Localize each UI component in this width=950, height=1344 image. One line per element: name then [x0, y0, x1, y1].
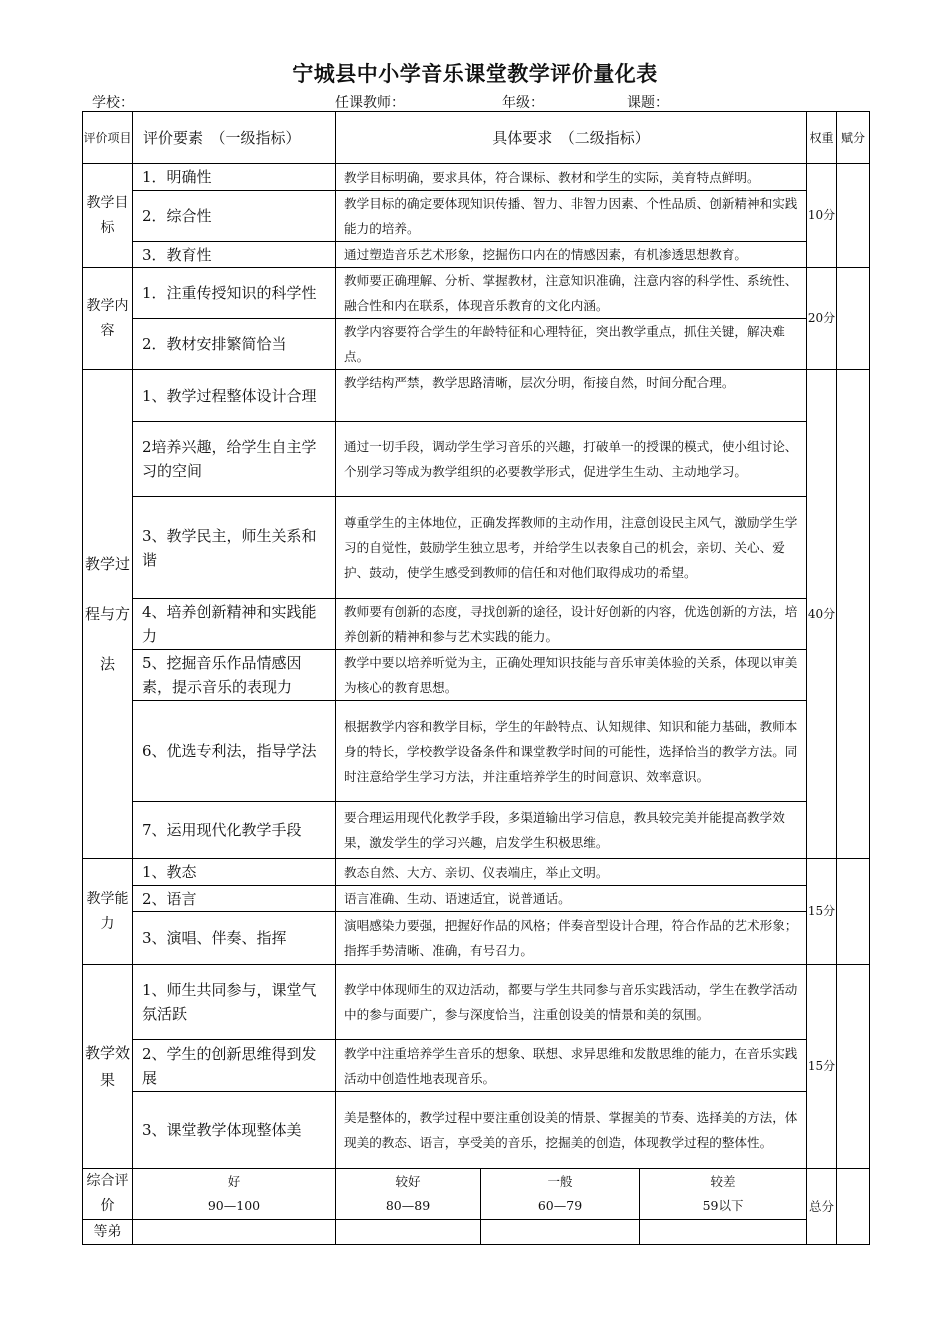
table-row	[83, 164, 870, 191]
form-meta	[82, 90, 868, 112]
table-row	[83, 191, 870, 242]
total-label: 总分	[807, 1169, 837, 1245]
requirement-cell: 演唱感染力要强，把握好作品的风格；伴奏音型设计合理，符合作品的艺术形象；指挥手势清晰、准确，有号召力。	[336, 912, 807, 965]
indicator-cell: 6、优选专利法，指导学法	[133, 701, 336, 802]
grade-level	[481, 1169, 640, 1220]
table-row	[83, 242, 870, 268]
requirement-cell: 教师要正确理解、分析、掌握教材，注意知识准确，注意内容的科学性、系统性、融合性和内在联系，体现音乐教育的文化内涵。	[336, 268, 807, 319]
requirement-cell: 教师要有创新的态度，寻找创新的途径，设计好创新的内容，优选创新的方法，培养创新的精神和参与艺术实践的能力。	[336, 599, 807, 650]
score-input-cell[interactable]	[837, 859, 870, 965]
indicator-cell: 2．教材安排繁简恰当	[133, 319, 336, 370]
indicator-cell: 1、师生共同参与，课堂气氛活跃	[133, 965, 336, 1040]
rank-label: 等弟	[83, 1220, 133, 1245]
table-row	[83, 497, 870, 599]
indicator-cell: 1．明确性	[133, 164, 336, 191]
score-input-cell[interactable]	[837, 965, 870, 1169]
requirement-cell: 教学中注重培养学生音乐的想象、联想、求异思维和发散思维的能力，在音乐实践活动中创造性地表现音乐。	[336, 1040, 807, 1092]
indicator-cell: 1、教学过程整体设计合理	[133, 370, 336, 422]
page-title: 宁城县中小学音乐课堂教学评价量化表	[292, 62, 658, 86]
table-row	[83, 802, 870, 859]
grade-level	[133, 1169, 336, 1220]
header-weight: 权重	[807, 112, 837, 164]
indicator-cell: 7、运用现代化教学手段	[133, 802, 336, 859]
requirement-cell: 教学结构严禁，教学思路清晰，层次分明，衔接自然，时间分配合理。	[336, 370, 807, 422]
requirement-cell: 美是整体的，教学过程中要注重创设美的情景、掌握美的节奏、选择美的方法，体现美的教态、语言，享受美的音乐，挖掘美的创造，体现教学过程的整体性。	[336, 1092, 807, 1169]
evaluation-table	[82, 111, 870, 1245]
indicator-cell: 2培养兴趣，给学生自主学习的空间	[133, 422, 336, 497]
requirement-cell: 教学中体现师生的双边活动，都要与学生共同参与音乐实践活动，学生在教学活动中的参与面要广，参与深度恰当，注重创设美的情景和美的氛围。	[336, 965, 807, 1040]
requirement-cell: 通过一切手段，调动学生学习音乐的兴趣，打破单一的授课的模式，使小组讨论、个别学习等成为教学组织的必要教学形式，促进学生生动、主动地学习。	[336, 422, 807, 497]
requirement-cell: 要合理运用现代化教学手段，多渠道输出学习信息，教具较完美并能提高教学效果，激发学生的学习兴趣，启发学生积极思维。	[336, 802, 807, 859]
rank-cell-poor[interactable]	[640, 1220, 807, 1245]
topic-field[interactable]: 课题：	[627, 95, 669, 111]
weight-cell: 10分	[807, 164, 837, 268]
weight-cell: 20分	[807, 268, 837, 370]
indicator-cell: 1．注重传授知识的科学性	[133, 268, 336, 319]
table-row	[83, 599, 870, 650]
category-cell: 教学内容	[83, 268, 133, 370]
grade-level	[640, 1169, 807, 1220]
rank-cell-average[interactable]	[481, 1220, 640, 1245]
category-cell: 教学效果	[83, 965, 133, 1169]
score-input-cell[interactable]	[837, 164, 870, 268]
requirement-cell: 通过塑造音乐艺术形象，挖掘伤口内在的情感因素，有机渗透思想教育。	[336, 242, 807, 268]
weight-cell: 40分	[807, 370, 837, 859]
teacher-field[interactable]: 任课教师：	[335, 95, 405, 111]
indicator-cell: 2．综合性	[133, 191, 336, 242]
requirement-cell: 根据教学内容和教学目标，学生的年龄特点、认知规律、知识和能力基础，教师本身的特长，学校教学设备条件和课堂教学时间的可能性，选择恰当的教学方法。同时注意给学生学习方法，并注重培养学生的时间意识、效率意识。	[336, 701, 807, 802]
indicator-cell: 3、课堂教学体现整体美	[133, 1092, 336, 1169]
category-cell: 教学目标	[83, 164, 133, 268]
header-item: 评价项目	[83, 112, 133, 164]
indicator-cell: 3．教育性	[133, 242, 336, 268]
requirement-cell: 教学中要以培养听觉为主，正确处理知识技能与音乐审美体验的关系，体现以审美为核心的教育思想。	[336, 650, 807, 701]
indicator-cell: 3、演唱、伴奏、指挥	[133, 912, 336, 965]
table-row	[83, 370, 870, 422]
table-row	[83, 319, 870, 370]
grade-level	[336, 1169, 481, 1220]
grade-level-range: 80—89	[385, 1198, 431, 1213]
header-score: 赋分	[837, 112, 870, 164]
requirement-cell: 教态自然、大方、亲切、仪表端庄，举止文明。	[336, 859, 807, 886]
indicator-cell: 4、培养创新精神和实践能力	[133, 599, 336, 650]
rank-cell-good[interactable]	[133, 1220, 336, 1245]
summary-label: 综合评价	[83, 1169, 133, 1220]
rank-row	[83, 1220, 870, 1245]
table-row	[83, 701, 870, 802]
table-row	[83, 1040, 870, 1092]
category-cell: 教学能力	[83, 859, 133, 965]
table-row	[83, 965, 870, 1040]
grade-level-name: 一般	[547, 1174, 573, 1189]
grade-level-name: 较差	[710, 1174, 736, 1189]
grade-level-name: 较好	[395, 1174, 421, 1189]
table-row	[83, 1092, 870, 1169]
requirement-cell: 教学目标明确，要求具体，符合课标、教材和学生的实际，美育特点鲜明。	[336, 164, 807, 191]
category-cell: 教学过程与方法	[83, 370, 133, 859]
indicator-cell: 3、教学民主，师生关系和谐	[133, 497, 336, 599]
table-row	[83, 912, 870, 965]
table-row	[83, 268, 870, 319]
score-input-cell[interactable]	[837, 268, 870, 370]
score-input-cell[interactable]	[837, 370, 870, 859]
grade-level-name: 好	[227, 1174, 241, 1189]
table-row	[83, 422, 870, 497]
grade-level-range: 90—100	[207, 1198, 261, 1213]
total-score-cell[interactable]	[837, 1169, 870, 1245]
requirement-cell: 教学内容要符合学生的年龄特征和心理特征，突出教学重点，抓住关键，解决难点。	[336, 319, 807, 370]
indicator-cell: 2、语言	[133, 886, 336, 912]
grade-level-range: 59以下	[702, 1198, 744, 1213]
table-row	[83, 859, 870, 886]
indicator-cell: 5、挖掘音乐作品情感因素，提示音乐的表现力	[133, 650, 336, 701]
indicator-cell: 2、学生的创新思维得到发展	[133, 1040, 336, 1092]
school-field[interactable]: 学校：	[92, 95, 134, 111]
indicator-cell: 1、教态	[133, 859, 336, 886]
requirement-cell: 教学目标的确定要体现知识传播、智力、非智力因素、个性品质、创新精神和实践能力的培养。	[336, 191, 807, 242]
table-row	[83, 650, 870, 701]
header-element: 评价要素 （一级指标）	[133, 112, 336, 164]
grade-level-range: 60—79	[537, 1198, 583, 1213]
rank-cell-fairly-good[interactable]	[336, 1220, 481, 1245]
grade-field[interactable]: 年级：	[502, 95, 544, 111]
table-row	[83, 886, 870, 912]
requirement-cell: 尊重学生的主体地位，正确发挥教师的主动作用，注意创设民主风气，激励学生学习的自觉性，鼓励学生独立思考，并给学生以表象自己的机会，亲切、关心、爱护、鼓动，使学生感受到教师的信任和对他们取得成功的希望。	[336, 497, 807, 599]
summary-row	[83, 1169, 870, 1220]
weight-cell: 15分	[807, 859, 837, 965]
requirement-cell: 语言准确、生动、语速适宜，说普通话。	[336, 886, 807, 912]
table-header-row	[83, 112, 870, 164]
weight-cell: 15分	[807, 965, 837, 1169]
header-requirement: 具体要求 （二级指标）	[336, 112, 807, 164]
